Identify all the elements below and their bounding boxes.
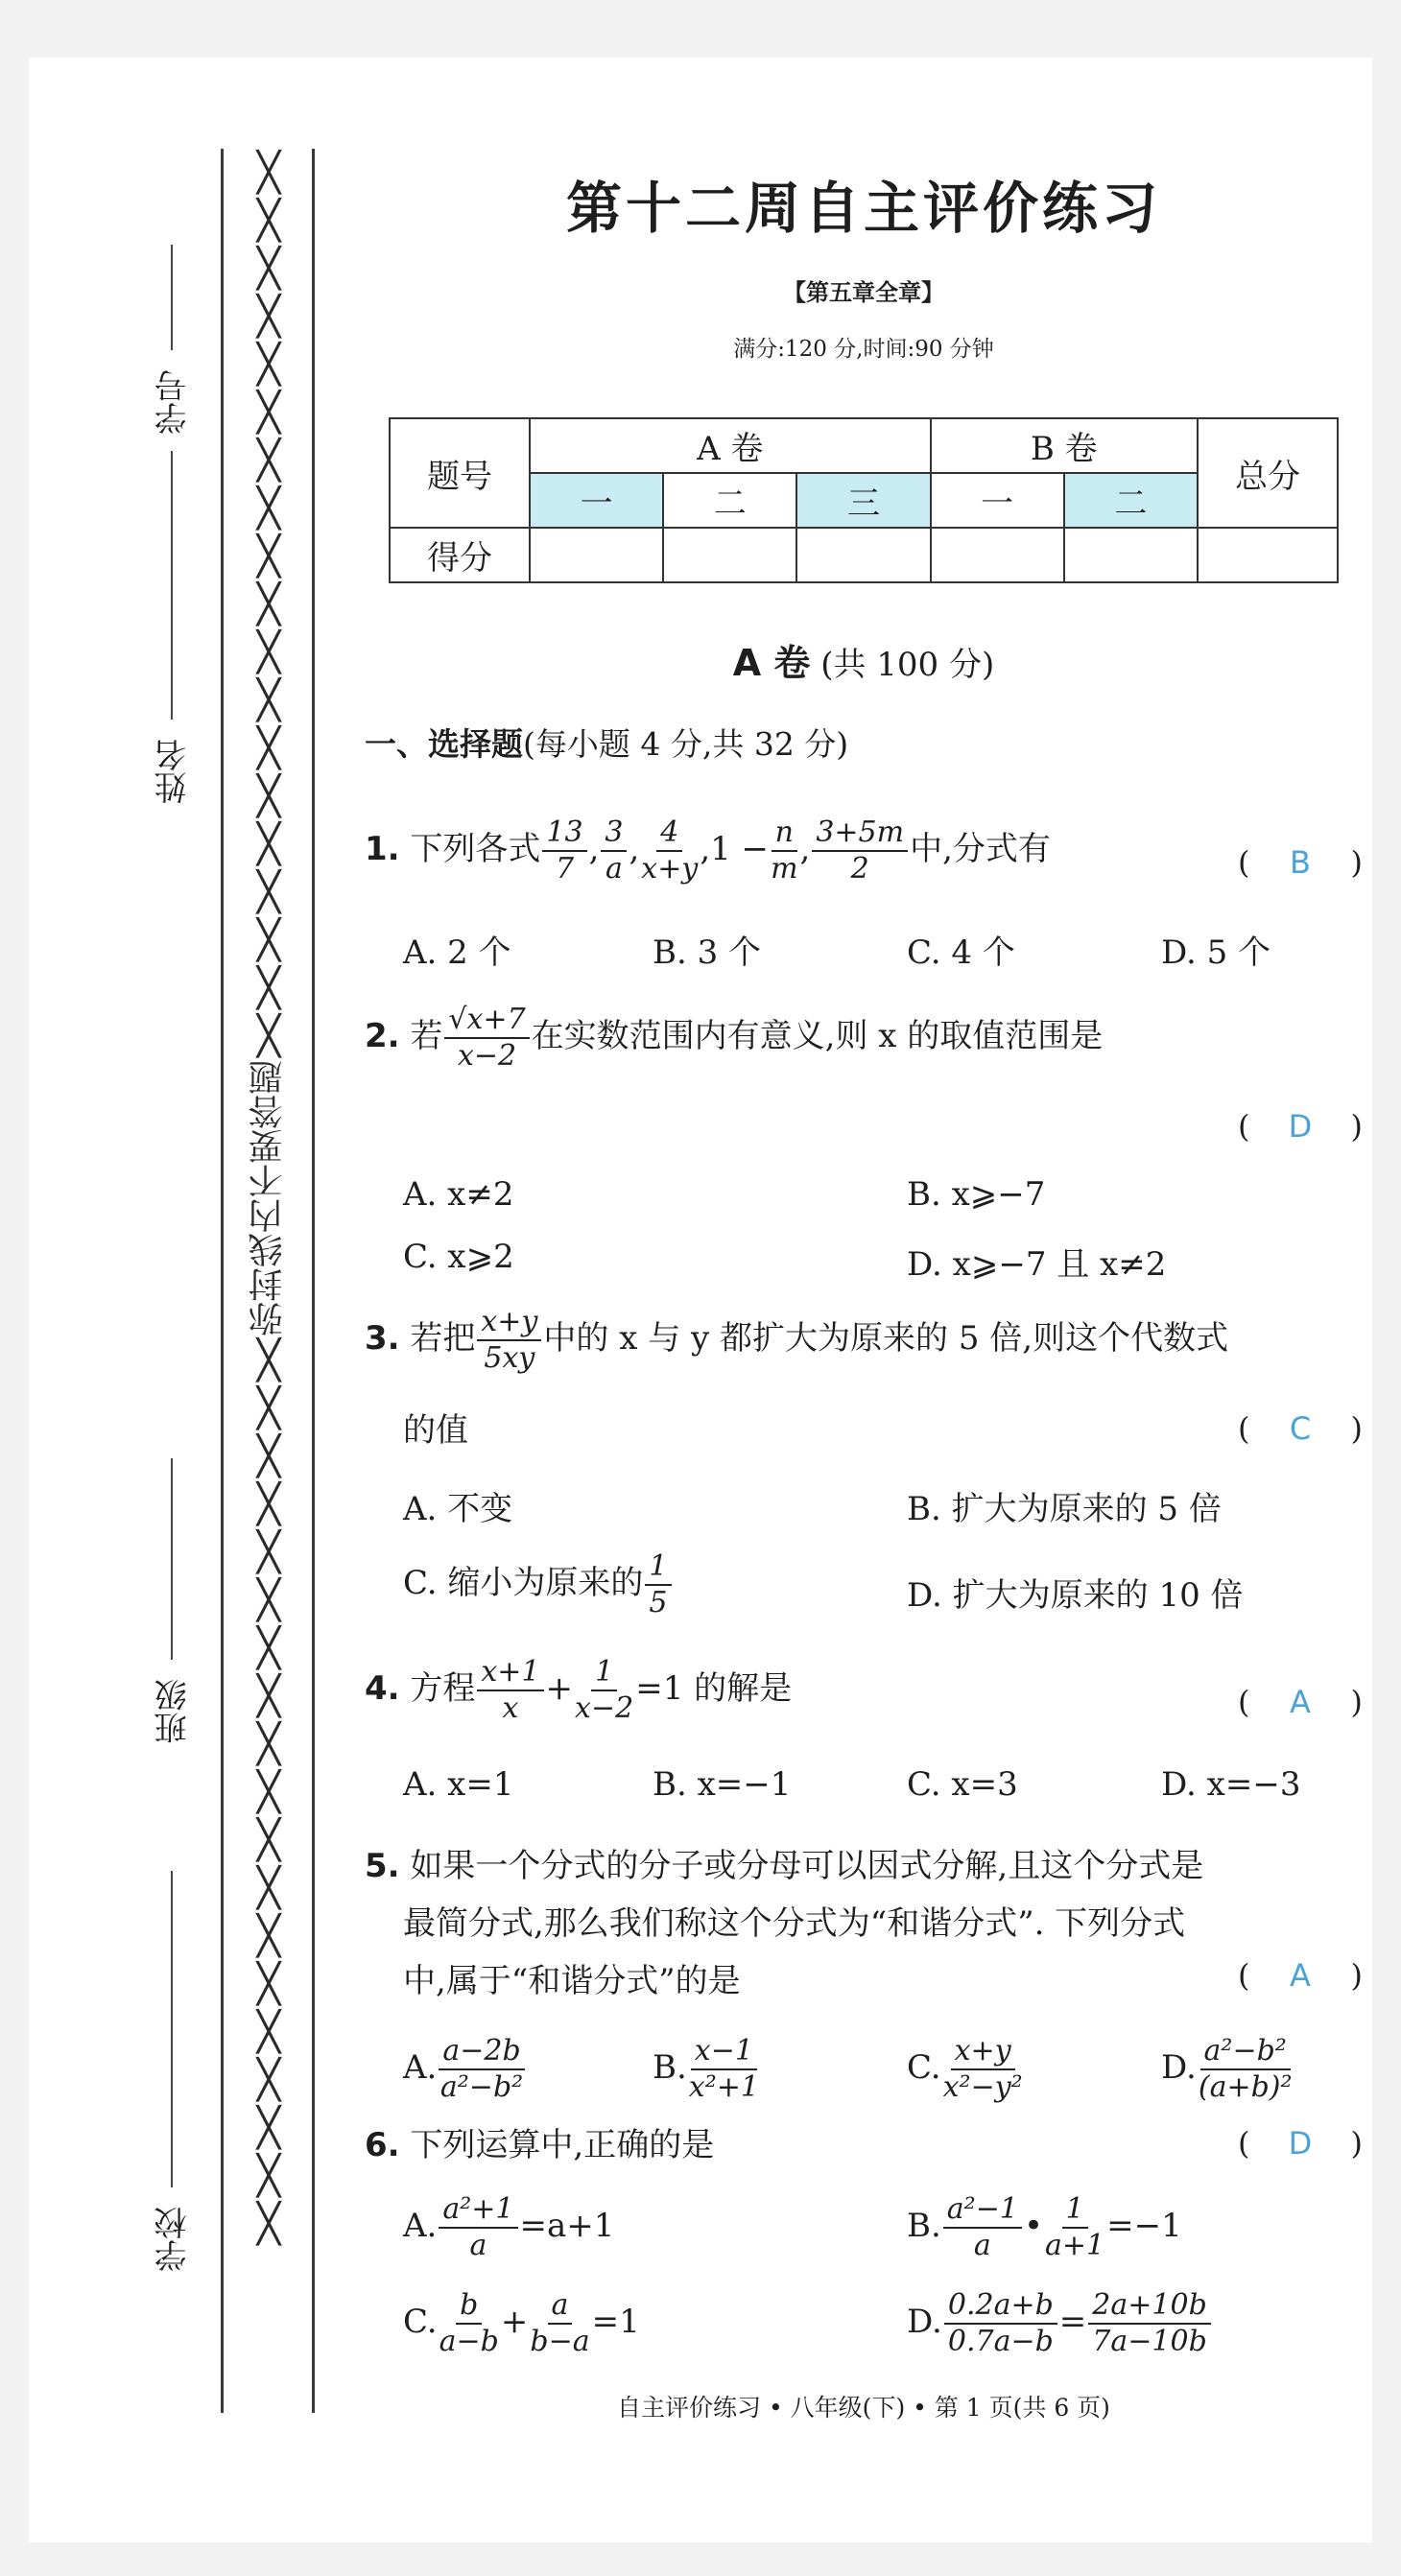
option-c[interactable]: C. 4 个 — [907, 934, 1015, 972]
b-col-1: 一 — [931, 473, 1064, 528]
option-d[interactable]: D. $\frac{\text{a²−b²}}{\text{(a+b)²}}$ — [1161, 2034, 1293, 2104]
school-line — [171, 1871, 173, 2187]
question-6 — [365, 2120, 714, 2170]
answer-value: A — [1290, 1684, 1311, 1720]
x-mark: ╳ — [256, 2202, 281, 2246]
answer-bracket-2[interactable]: ( D ) — [1238, 1108, 1363, 1145]
score-cell[interactable] — [796, 528, 930, 582]
option-c[interactable]: C. $\frac{b}{a-b}$ + $\frac{a}{b-a}$ =1 — [403, 2288, 640, 2358]
option-c[interactable]: C. 缩小为原来的 $\frac{1}{5}$ — [403, 1549, 674, 1620]
class-label: 班级 — [154, 1679, 193, 1744]
seal-character: 内 — [249, 1198, 288, 1233]
question-1: 1. 下列各式 $\frac{13}{7}$ , $\frac{3}{a}$ , $\frac{4}{x+y}$ ,1 − $\frac{n}{m}$ , $\frac{3+5m}{2}$ 中,分式有 — [365, 815, 1051, 886]
question-number: 4. — [365, 1669, 400, 1708]
question-text: 中,属于“和谐分式”的是 — [403, 1962, 741, 2000]
question-text: 下列各式 — [410, 830, 541, 868]
option-a[interactable]: A. 2 个 — [403, 934, 511, 972]
question-text: 下列运算中,正确的是 — [410, 2126, 715, 2164]
section-note: (共 100 分) — [820, 646, 995, 684]
x-mark: ╳ — [256, 1674, 281, 1718]
seal-character: 不 — [249, 1164, 288, 1198]
x-mark: ╳ — [256, 1818, 281, 1862]
page-title: 第十二周自主评价练习 — [565, 176, 1161, 241]
x-mark: ╳ — [256, 966, 281, 1010]
option-d[interactable]: D. 扩大为原来的 10 倍 — [907, 1576, 1244, 1615]
x-mark: ╳ — [256, 582, 281, 626]
fraction: $\frac{3+5m}{2}$ — [812, 815, 908, 886]
fraction: $\frac{13}{7}$ — [542, 815, 586, 886]
question-text: 若 — [410, 1017, 443, 1055]
option-a[interactable]: A. $\frac{\text{a²+1}}{a}$ =a+1 — [403, 2192, 615, 2262]
question-number: 6. — [365, 2126, 400, 2164]
option-b[interactable]: B. 3 个 — [653, 934, 762, 972]
seal-character: 封 — [249, 1267, 288, 1302]
x-mark: ╳ — [256, 1482, 281, 1526]
question-number: 3. — [365, 1319, 400, 1358]
answer-value: C — [1289, 1410, 1312, 1447]
part-title: 一、选择题 — [365, 725, 523, 763]
binding-line-outer — [312, 149, 315, 2413]
option-b[interactable]: B. x=−1 — [653, 1765, 792, 1804]
answer-bracket-6[interactable]: ( D ) — [1238, 2125, 1363, 2162]
score-cell[interactable] — [1064, 528, 1198, 582]
fraction: $\frac{x-1}{\text{x²+1}}$ — [688, 2034, 759, 2104]
fraction: $\frac{\text{a²−1}}{a}$ — [943, 2192, 1022, 2263]
fraction: $\frac{1}{x-2}$ — [575, 1655, 634, 1725]
b-col-2: 二 — [1064, 473, 1198, 528]
answer-bracket-5[interactable]: ( A ) — [1238, 1957, 1363, 1994]
x-mark: ╳ — [256, 1962, 281, 2006]
option-c[interactable]: C. x⩾2 — [403, 1238, 514, 1276]
x-mark: ╳ — [256, 870, 281, 914]
fraction: $\frac{x+1}{x}$ — [477, 1655, 543, 1726]
x-mark: ╳ — [256, 438, 281, 483]
x-mark: ╳ — [256, 343, 281, 387]
option-d[interactable]: D. $\frac{0.2a+b}{0.7a-b}$ = $\frac{2a+10b}{7a-10b}$ — [907, 2288, 1213, 2359]
fraction: $\frac{n}{m}$ — [771, 815, 798, 886]
school-label: 学校 — [154, 2207, 193, 2272]
score-cell[interactable] — [931, 528, 1064, 582]
question-number-header: 题号 — [390, 418, 530, 528]
x-mark: ╳ — [256, 151, 281, 195]
fraction: $\frac{2a+10b}{7a-10b}$ — [1088, 2288, 1211, 2359]
question-text: 若把 — [410, 1319, 476, 1358]
x-mark: ╳ — [256, 1530, 281, 1574]
fraction: $\frac{a}{b-a}$ — [530, 2288, 590, 2358]
option-b[interactable]: B. $\frac{\text{a²−1}}{a}$ • $\frac{1}{a+1}$ =−1 — [907, 2192, 1182, 2262]
option-a[interactable]: A. $\frac{a-2b}{\text{a²−b²}}$ — [403, 2034, 524, 2104]
question-text: 方程 — [410, 1669, 476, 1708]
fraction: $\frac{\text{a²−b²}}{\text{(a+b)²}}$ — [1198, 2034, 1293, 2104]
answer-value: D — [1288, 1108, 1313, 1145]
seal-column — [226, 149, 312, 2413]
x-mark: ╳ — [256, 1434, 281, 1478]
option-a[interactable]: A. x=1 — [403, 1765, 514, 1804]
x-mark: ╳ — [256, 295, 281, 339]
part-note: (每小题 4 分,共 32 分) — [523, 725, 849, 763]
answer-bracket-4[interactable]: ( A ) — [1238, 1684, 1363, 1720]
student-number-field[interactable] — [144, 369, 202, 438]
x-mark: ╳ — [256, 2010, 281, 2054]
seal-character: 线 — [249, 1233, 288, 1267]
x-mark: ╳ — [256, 486, 281, 531]
class-field[interactable] — [144, 1679, 202, 1748]
x-mark: ╳ — [256, 1338, 281, 1383]
x-mark: ╳ — [256, 774, 281, 818]
x-mark: ╳ — [256, 1914, 281, 1958]
name-field[interactable] — [144, 739, 202, 808]
student-number-label: 学号 — [154, 369, 193, 435]
section-title: A 卷 — [732, 642, 811, 684]
fraction: $\frac{1}{5}$ — [645, 1549, 671, 1620]
fraction: $\frac{x+y}{5xy}$ — [477, 1305, 541, 1376]
x-mark: ╳ — [256, 1770, 281, 1814]
fraction: $\frac{a-2b}{\text{a²−b²}}$ — [439, 2034, 524, 2104]
x-mark: ╳ — [256, 630, 281, 674]
question-text: 如果一个分式的分子或分母可以因式分解,且这个分式是 — [410, 1847, 1204, 1885]
x-mark: ╳ — [256, 534, 281, 579]
score-cell[interactable] — [530, 528, 663, 582]
x-mark: ╳ — [256, 2106, 281, 2150]
seal-character: 弥 — [249, 1302, 288, 1336]
chapter-label: 【第五章全章】 — [783, 278, 944, 306]
x-mark: ╳ — [256, 678, 281, 722]
question-2: 2. 若 $\frac{√x+7}{x-2}$ 在实数范围内有意义,则 x 的取值范围是 — [365, 1003, 1104, 1073]
score-row-label: 得分 — [390, 528, 530, 582]
total-header: 总分 — [1198, 418, 1338, 528]
score-table — [389, 417, 1339, 583]
seal-character: 要 — [249, 1129, 288, 1164]
exam-page — [29, 58, 1372, 2542]
a-col-1: 一 — [530, 473, 663, 528]
option-c[interactable]: C. x=3 — [907, 1765, 1018, 1804]
question-number: 2. — [365, 1017, 400, 1055]
score-cell[interactable] — [663, 528, 796, 582]
x-mark: ╳ — [256, 1866, 281, 1910]
question-3: 3. 若把 $\frac{x+y}{5xy}$ 中的 x 与 y 都扩大为原来的 5 倍,则这个代数式 — [365, 1305, 1229, 1375]
question-4: 4. 方程 $\frac{x+1}{x}$ + $\frac{1}{x-2}$ =1 的解是 — [365, 1655, 793, 1725]
paper-b-header: B 卷 — [931, 418, 1198, 473]
student-info-fields — [144, 149, 202, 2413]
a-col-2: 二 — [663, 473, 796, 528]
x-mark: ╳ — [256, 390, 281, 435]
name-line — [171, 451, 173, 720]
section-heading — [365, 633, 1363, 686]
paper-a-header: A 卷 — [530, 418, 931, 473]
x-mark: ╳ — [256, 2154, 281, 2198]
x-mark: ╳ — [256, 2058, 281, 2102]
question-3-line-2: 的值 — [403, 1411, 468, 1450]
x-mark: ╳ — [256, 1578, 281, 1622]
seal-character: 答 — [249, 1095, 288, 1129]
option-d[interactable]: D. 5 个 — [1161, 934, 1271, 972]
binding-line-inner — [221, 149, 224, 2413]
fraction: $\frac{x+y}{\text{x²−y²}}$ — [942, 2034, 1023, 2104]
fraction: $\frac{√x+7}{x-2}$ — [444, 1003, 529, 1074]
x-mark: ╳ — [256, 822, 281, 866]
score-cell-total[interactable] — [1198, 528, 1338, 582]
x-mark: ╳ — [256, 1722, 281, 1766]
answer-value: A — [1290, 1957, 1311, 1994]
option-a[interactable]: A. x≠2 — [403, 1175, 514, 1214]
fraction: $\frac{0.2a+b}{0.7a-b}$ — [944, 2288, 1057, 2359]
option-d[interactable]: D. x=−3 — [1161, 1765, 1301, 1804]
answer-bracket-1[interactable]: ( B ) — [1238, 844, 1363, 881]
score-time-info: 满分:120 分,时间:90 分钟 — [733, 337, 994, 362]
question-5 — [365, 1837, 1203, 2010]
x-mark: ╳ — [256, 726, 281, 770]
x-mark: ╳ — [256, 918, 281, 962]
question-text: 最简分式,那么我们称这个分式为“和谐分式”. 下列分式 — [403, 1904, 1186, 1943]
a-col-3: 三 — [796, 473, 930, 528]
page-footer: 自主评价练习 • 八年级(下) • 第 1 页(共 6 页) — [617, 2394, 1110, 2422]
fraction: $\frac{1}{a+1}$ — [1045, 2192, 1105, 2262]
option-b[interactable]: B. x⩾−7 — [907, 1175, 1046, 1214]
question-number: 5. — [365, 1847, 400, 1885]
fraction: $\frac{b}{a-b}$ — [439, 2288, 499, 2358]
binding-margin — [29, 149, 317, 2413]
seal-character: 题 — [249, 1060, 288, 1095]
class-line — [171, 1458, 173, 1660]
part-heading — [365, 720, 848, 765]
answer-value: B — [1290, 844, 1311, 881]
fraction: $\frac{4}{x+y}$ — [641, 815, 699, 886]
x-mark: ╳ — [256, 199, 281, 243]
option-d[interactable]: D. x⩾−7 且 x≠2 — [907, 1245, 1167, 1284]
fraction: $\frac{3}{a}$ — [601, 815, 627, 886]
answer-value: D — [1288, 2125, 1313, 2162]
answer-bracket-3[interactable]: ( C ) — [1238, 1410, 1363, 1447]
option-b[interactable]: B. $\frac{x-1}{\text{x²+1}}$ — [653, 2034, 759, 2104]
school-field[interactable] — [144, 2207, 202, 2276]
fraction: $\frac{\text{a²+1}}{a}$ — [439, 2192, 517, 2263]
option-c[interactable]: C. $\frac{x+y}{\text{x²−y²}}$ — [907, 2034, 1023, 2104]
x-mark: ╳ — [256, 1626, 281, 1670]
student-number-line — [171, 245, 173, 350]
option-b[interactable]: B. 扩大为原来的 5 倍 — [907, 1490, 1222, 1528]
question-number: 1. — [365, 830, 400, 868]
x-mark: ╳ — [256, 1014, 281, 1058]
option-a[interactable]: A. 不变 — [403, 1490, 513, 1528]
name-label: 姓名 — [154, 739, 193, 804]
x-mark: ╳ — [256, 1386, 281, 1430]
x-mark: ╳ — [256, 247, 281, 291]
